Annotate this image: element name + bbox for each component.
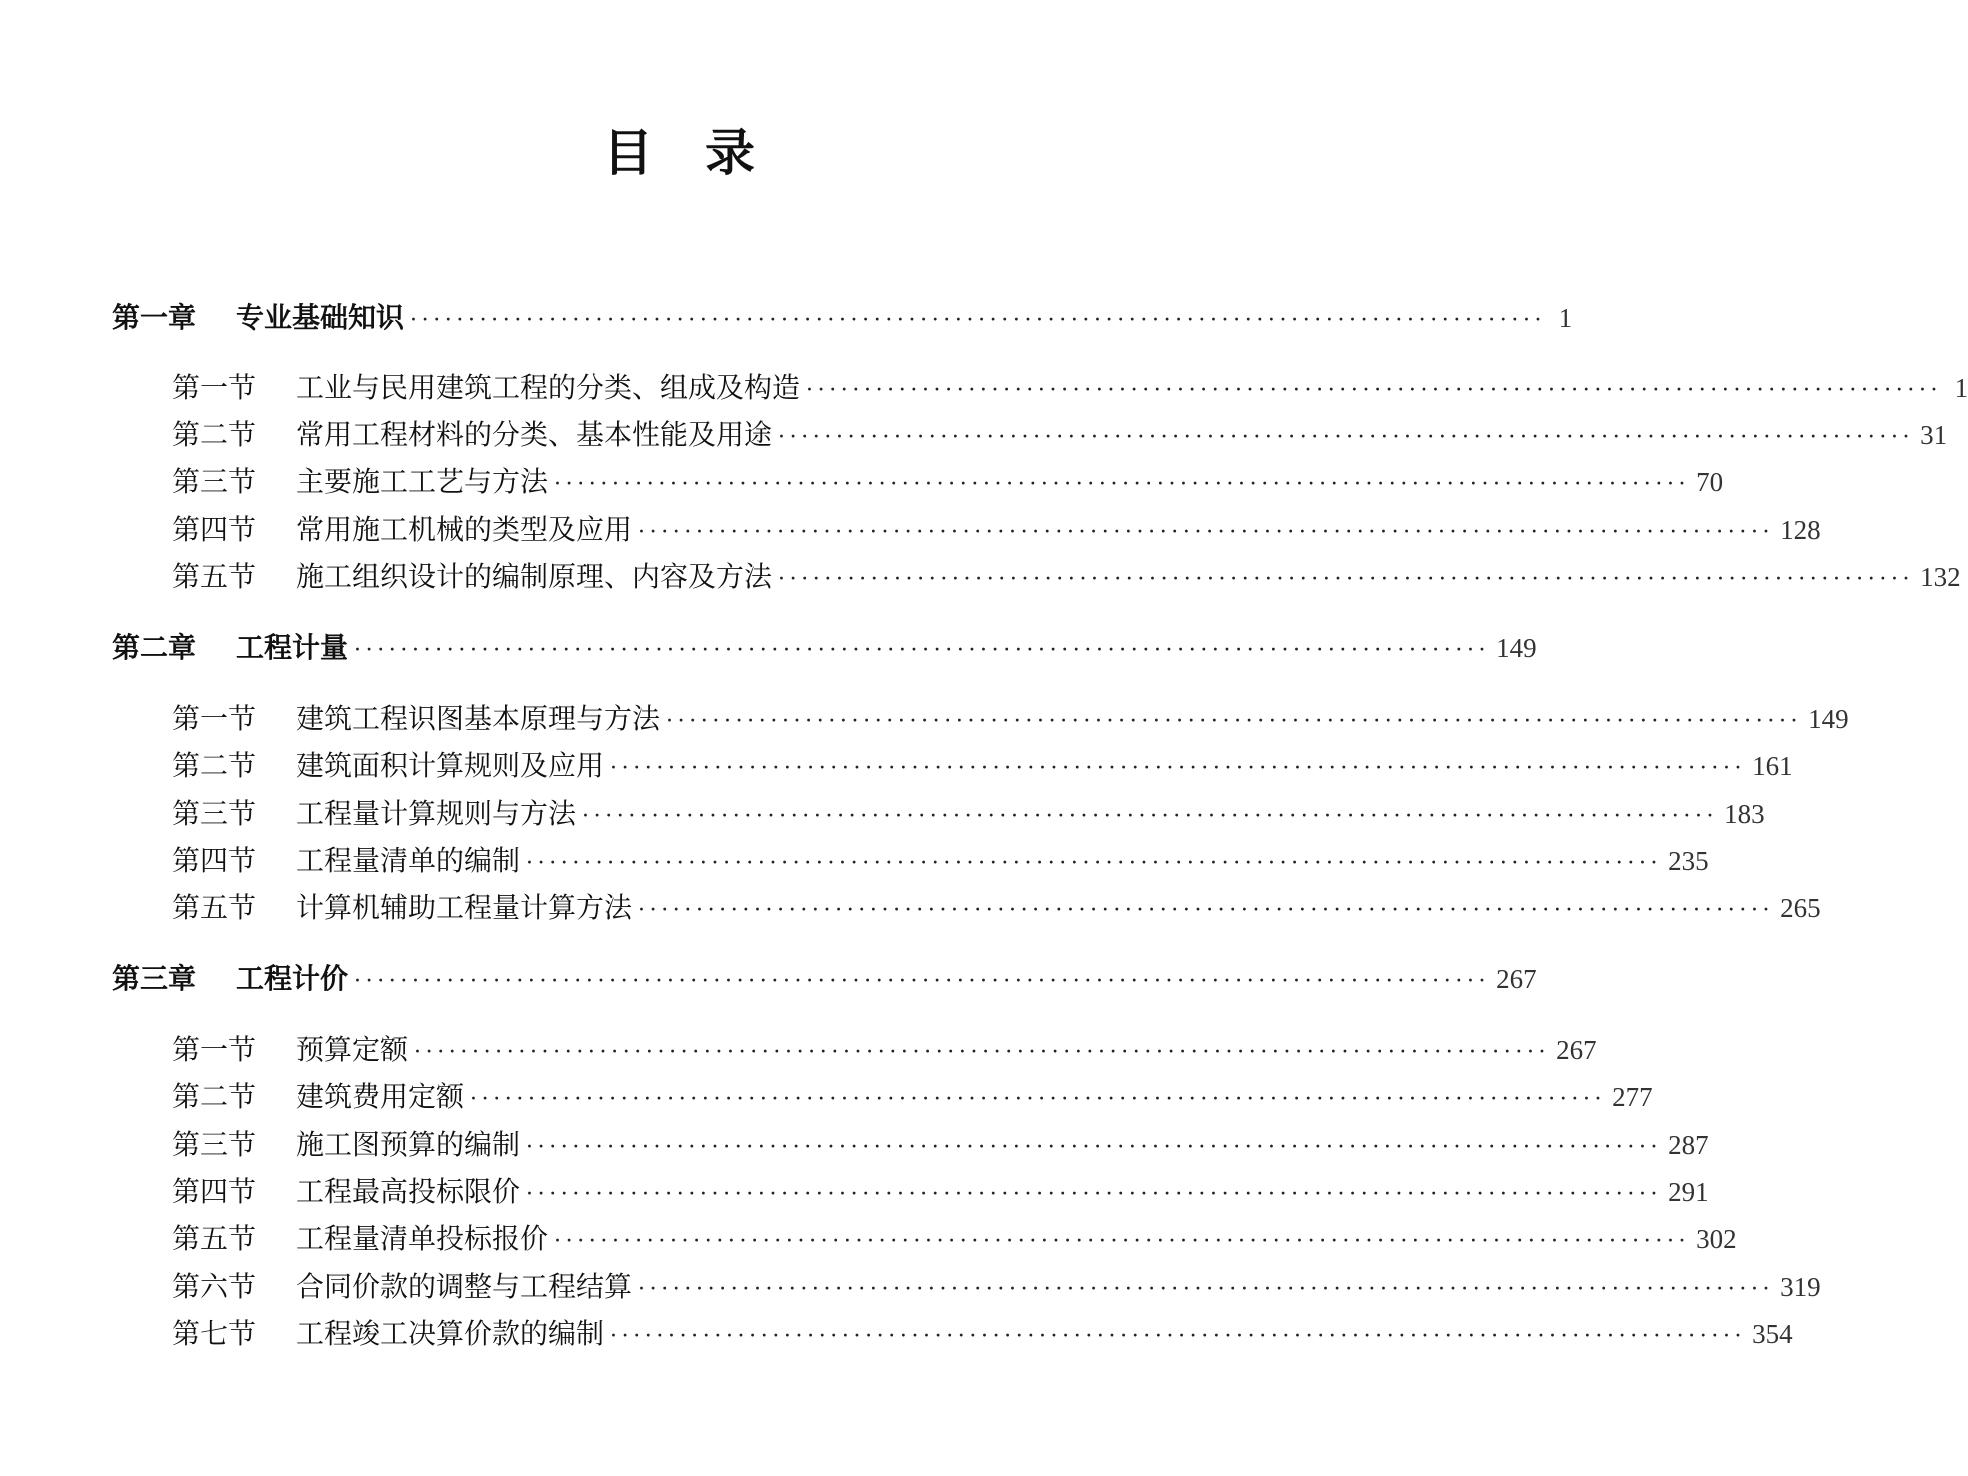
section-label: 第四节 [172, 844, 257, 877]
toc-chapter-1[interactable] [112, 296, 1573, 340]
dot-leader: ·································································································· [638, 520, 1775, 545]
toc-section-1-4[interactable] [172, 508, 1821, 552]
section-title: 合同价款的调整与工程结算 [296, 1270, 633, 1303]
toc-chapter-2[interactable] [112, 626, 1537, 670]
chapter-label: 第一章 [112, 301, 197, 334]
dot-leader: ·································································································· [610, 1324, 1747, 1349]
dot-leader: ·································································································· [610, 756, 1747, 781]
section-title: 工业与民用建筑工程的分类、组成及构造 [296, 371, 801, 404]
section-label: 第二节 [172, 418, 257, 451]
dot-leader: ·································································································· [778, 567, 1915, 592]
section-label: 第一节 [172, 1033, 257, 1066]
dot-leader: ·································································································· [806, 378, 1943, 403]
section-label: 第七节 [172, 1317, 257, 1350]
toc-section-2-5[interactable] [172, 886, 1821, 930]
page-number: 128 [1780, 515, 1821, 545]
section-title: 施工组织设计的编制原理、内容及方法 [296, 560, 773, 593]
section-label: 第三节 [172, 1128, 257, 1161]
section-label: 第一节 [172, 371, 257, 404]
section-title: 主要施工工艺与方法 [296, 465, 549, 498]
toc-section-3-5[interactable] [172, 1217, 1737, 1261]
toc-section-3-6[interactable] [172, 1265, 1821, 1309]
toc-section-2-3[interactable] [172, 792, 1765, 836]
page-number: 291 [1668, 1177, 1709, 1207]
section-title: 常用施工机械的类型及应用 [296, 513, 633, 546]
chapter-title: 工程计量 [236, 631, 349, 664]
page-number: 267 [1496, 964, 1537, 994]
toc-section-1-3[interactable] [172, 460, 1724, 504]
toc-chapter-3[interactable] [112, 957, 1537, 1001]
section-title: 建筑工程识图基本原理与方法 [296, 702, 661, 735]
toc-section-3-2[interactable] [172, 1075, 1653, 1119]
section-label: 第六节 [172, 1270, 257, 1303]
dot-leader: ·································································································· [410, 308, 1547, 333]
toc-section-3-7[interactable] [172, 1312, 1793, 1356]
section-label: 第四节 [172, 513, 257, 546]
dot-leader: ·································································································· [554, 1229, 1691, 1254]
toc-section-2-4[interactable] [172, 839, 1709, 883]
toc-section-2-1[interactable] [172, 697, 1849, 741]
dot-leader: ·································································································· [526, 1182, 1663, 1207]
page-number: 31 [1920, 420, 1948, 450]
page-number: 354 [1752, 1319, 1793, 1349]
section-label: 第二节 [172, 749, 257, 782]
page-title: 目录 [603, 124, 807, 182]
dot-leader: ·································································································· [526, 1135, 1663, 1160]
page-number: 183 [1724, 799, 1765, 829]
chapter-title: 工程计价 [236, 962, 349, 995]
section-label: 第一节 [172, 702, 257, 735]
dot-leader: ·································································································· [526, 851, 1663, 876]
chapter-label: 第三章 [112, 962, 197, 995]
dot-leader: ·································································································· [554, 472, 1691, 497]
section-title: 建筑费用定额 [296, 1080, 465, 1113]
toc-section-1-5[interactable] [172, 555, 1961, 599]
page-number: 161 [1752, 751, 1793, 781]
toc-section-1-1[interactable] [172, 366, 1968, 410]
section-title: 工程竣工决算价款的编制 [296, 1317, 605, 1350]
dot-leader: ·································································································· [470, 1087, 1607, 1112]
section-label: 第三节 [172, 797, 257, 830]
toc-section-1-2[interactable] [172, 413, 1948, 457]
dot-leader: ·································································································· [354, 969, 1491, 994]
section-title: 施工图预算的编制 [296, 1128, 521, 1161]
section-title: 工程量清单的编制 [296, 844, 521, 877]
page-number: 235 [1668, 846, 1709, 876]
page-number: 1 [1558, 303, 1573, 333]
page-number: 132 [1920, 562, 1961, 592]
section-title: 常用工程材料的分类、基本性能及用途 [296, 418, 773, 451]
section-label: 第五节 [172, 560, 257, 593]
chapter-label: 第二章 [112, 631, 197, 664]
section-title: 预算定额 [296, 1033, 409, 1066]
dot-leader: ·································································································· [414, 1040, 1551, 1065]
section-label: 第四节 [172, 1175, 257, 1208]
section-title: 建筑面积计算规则及应用 [296, 749, 605, 782]
toc-section-3-3[interactable] [172, 1123, 1709, 1167]
toc-section-3-1[interactable] [172, 1028, 1597, 1072]
dot-leader: ·································································································· [582, 804, 1719, 829]
section-label: 第五节 [172, 1222, 257, 1255]
page-number: 149 [1808, 704, 1849, 734]
page-number: 70 [1696, 467, 1724, 497]
page-number: 302 [1696, 1224, 1737, 1254]
dot-leader: ·································································································· [666, 709, 1803, 734]
section-title: 工程最高投标限价 [296, 1175, 521, 1208]
page-number: 267 [1556, 1035, 1597, 1065]
page-number: 277 [1612, 1082, 1653, 1112]
dot-leader: ·································································································· [778, 425, 1915, 450]
toc-section-3-4[interactable] [172, 1170, 1709, 1214]
page-number: 319 [1780, 1272, 1821, 1302]
toc-section-2-2[interactable] [172, 744, 1793, 788]
dot-leader: ·································································································· [354, 638, 1491, 663]
page-number: 1 [1954, 373, 1968, 403]
page-number: 265 [1780, 893, 1821, 923]
page-number: 149 [1496, 633, 1537, 663]
section-title: 计算机辅助工程量计算方法 [296, 891, 633, 924]
section-title: 工程量计算规则与方法 [296, 797, 577, 830]
section-label: 第五节 [172, 891, 257, 924]
page-number: 287 [1668, 1130, 1709, 1160]
section-title: 工程量清单投标报价 [296, 1222, 549, 1255]
dot-leader: ·································································································· [638, 898, 1775, 923]
section-label: 第三节 [172, 465, 257, 498]
section-label: 第二节 [172, 1080, 257, 1113]
dot-leader: ·································································································· [638, 1277, 1775, 1302]
chapter-title: 专业基础知识 [236, 301, 405, 334]
